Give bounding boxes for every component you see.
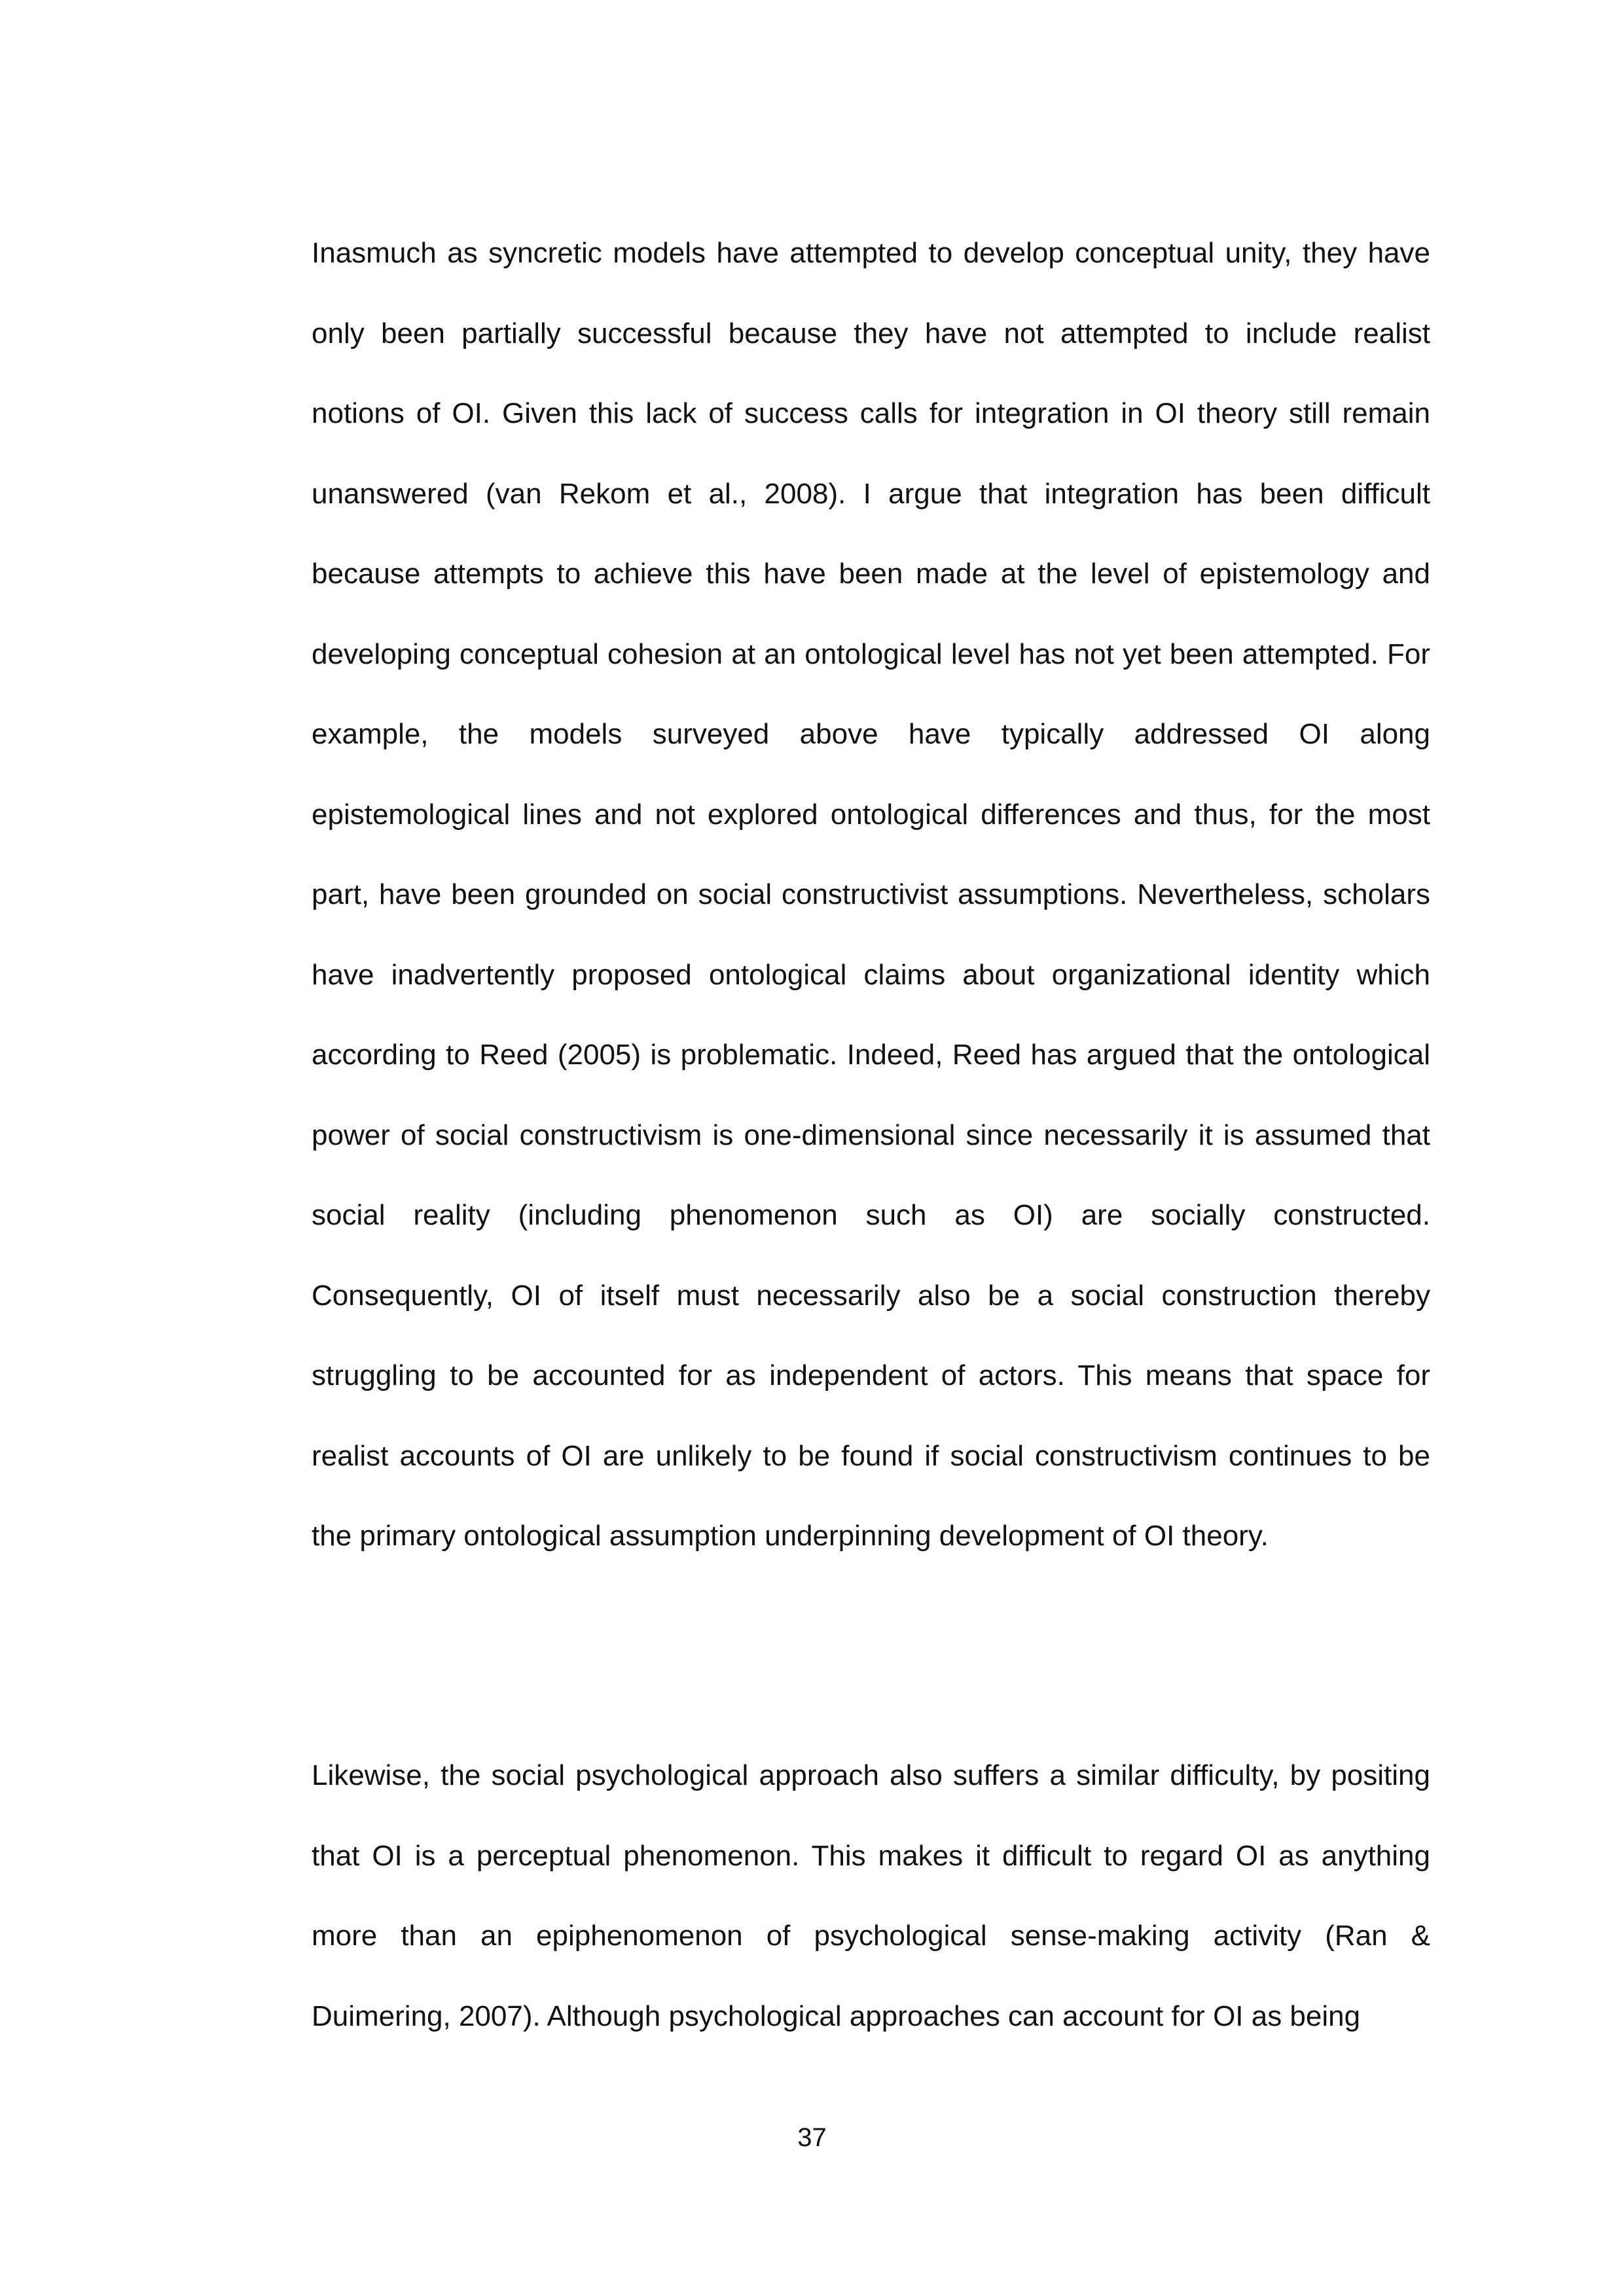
page-number: 37 — [797, 2123, 827, 2152]
body-paragraph-2: Likewise, the social psychological approach also suffers a similar difficulty, by positing that OI is a perceptual phenomenon. This makes it difficult to regard OI as anything more than an epiphenomenon of psychological sense-making activity (Ran & Duimering, 2007). Although psychological approaches can account for OI as being — [312, 1759, 1430, 2032]
body-paragraph-1: Inasmuch as syncretic models have attempted to develop conceptual unity, they have only been partially successful because they have not attempted to include realist notions of OI. Given this lack of success calls for integration in OI theory still remain unanswered (van Rekom et al., 2008). I argue that integration has been difficult because attempts to achieve this have been made at the level of epistemology and developing conceptual cohesion at an ontological level has not yet been attempted. For example, the models surveyed above have typically addressed OI along epistemological lines and not explored ontological differences and thus, for the most part, have been grounded on social constructivist assumptions. Nevertheless, scholars have inadvertently proposed ontological claims about organizational identity which according to Reed (2005) is problematic. Indeed, Reed has argued that the ontological power of social constructivism is one-dimensional since necessarily it is assumed that social reality (including phenomenon such as OI) are socially constructed. Consequently, OI of itself must necessarily also be a social construction thereby struggling to be accounted for as independent of actors. This means that space for realist accounts of OI are unlikely to be found if social constructivism continues to be the primary ontological assumption underpinning development of OI theory. — [312, 237, 1430, 1552]
